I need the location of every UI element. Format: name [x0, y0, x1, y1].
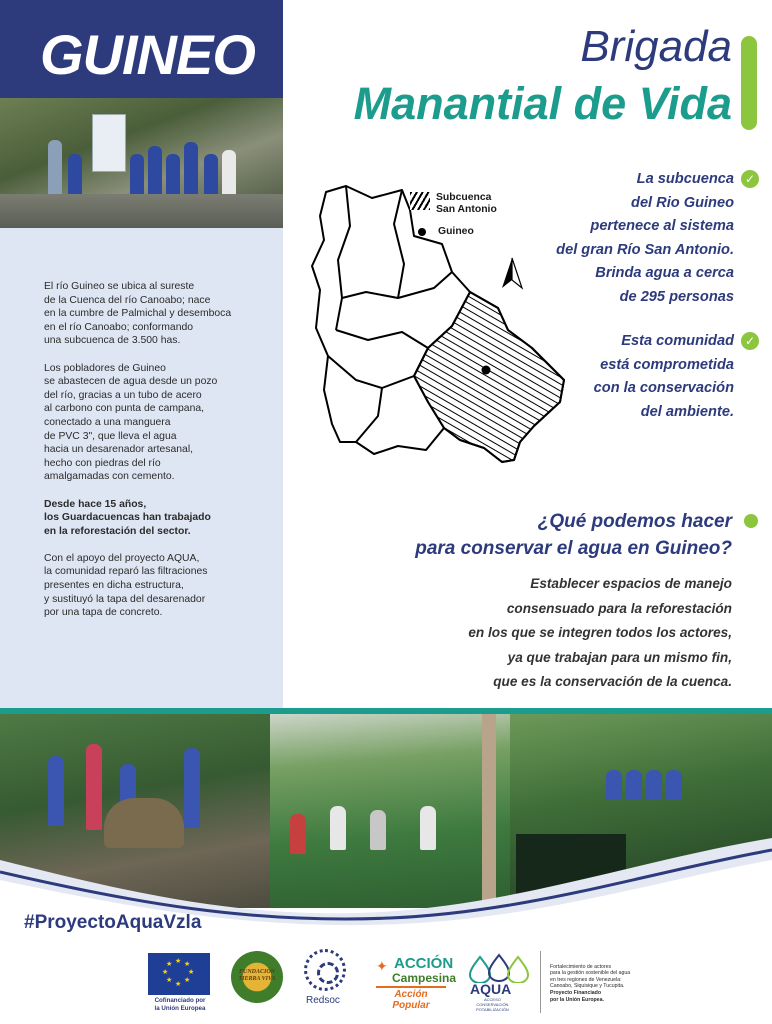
person [222, 150, 236, 200]
aqua-banner [92, 114, 126, 172]
person [48, 756, 64, 826]
person [148, 146, 162, 200]
legend-item-subbasin [410, 192, 497, 216]
accion-popular-label: Acción Popular [376, 986, 446, 1011]
map-legend [410, 192, 497, 248]
redsoc-logo-icon [304, 949, 346, 991]
person [184, 748, 200, 828]
check-icon: ✓ [741, 170, 759, 188]
eu-flag-icon: ★ ★ ★ ★ ★ ★ ★ ★ [148, 953, 210, 995]
intro-paragraph-1: El río Guineo se ubica al sureste de la Cuenca del río Canoabo; nace en la cumbre de Palmichal y desemboca en el río Canoabo; conformando una subcuenca de 3.500 has. [44, 281, 232, 347]
person [86, 744, 102, 830]
aqua-label: AQUA [470, 981, 512, 997]
person [48, 140, 62, 200]
place-title: GUINEO [40, 23, 255, 86]
sponsor-logos [0, 945, 772, 1024]
hashtag: #ProyectoAquaVzla [24, 912, 202, 933]
intro-text [44, 280, 274, 633]
person [606, 770, 622, 800]
intro-paragraph-2: Los pobladores de Guineo se abastecen de agua desde un pozo del río, gracias a un tubo de acero al carbono con punta de campana, conectado a una manguera de PVC 3", que lleva el agua hacia un desarenador artesanal, hecho con piedras del río amalgamadas con cemento. [44, 362, 218, 483]
footer-divider [540, 951, 541, 1013]
guineo-marker [482, 366, 491, 375]
place-header [0, 0, 283, 98]
redsoc-label: Redsoc [306, 995, 340, 1006]
question-heading: ¿Qué podemos hacer para conservar el agua en Guineo? [415, 511, 732, 559]
dot-icon [418, 228, 426, 236]
hatch-swatch-icon [410, 192, 430, 210]
person [626, 770, 642, 800]
person [666, 770, 682, 800]
person [184, 142, 198, 200]
intro-paragraph-3: Desde hace 15 años, los Guardacuencas han trabajado en la reforestación del sector. [44, 498, 211, 537]
fact-community: Esta comunidad está comprometida con la conservación del ambiente. [593, 333, 734, 420]
person [646, 770, 662, 800]
aqua-drops-icon [466, 953, 532, 983]
eu-caption: Cofinanciado por la Unión Europea [154, 997, 206, 1012]
title-accent-bar [741, 36, 757, 130]
aqua-subtitle: ACCESO CONSERVACIÓN POTABILIZACIÓN [476, 997, 509, 1012]
north-arrow-icon [502, 258, 522, 288]
river-rocks [0, 194, 283, 228]
green-dot-icon [744, 514, 758, 528]
legend-subbasin-label: Subcuenca San Antonio [436, 192, 497, 215]
project-desc-text: Fortalecimiento de actores para la gestión sostenible del agua en tres regiones de Venezuela: Canoabo, Siquisique y Tucupita. [550, 963, 631, 990]
tierra-viva-label: FUNDACIÓN TIERRA VIVA [238, 969, 276, 982]
tierra-viva-logo [231, 951, 283, 1003]
project-description [550, 957, 690, 1010]
accion-star-icon: ✦ [376, 959, 388, 975]
intro-paragraph-4: Con el apoyo del proyecto AQUA, la comunidad reparó las filtraciones presentes en dicha estructura, y sustituyó la tapa del desarenador por una tapa de concreto. [44, 552, 208, 619]
legend-item-guineo [410, 226, 497, 238]
check-icon: ✓ [741, 332, 759, 350]
campesina-label: Campesina [392, 971, 457, 985]
fact-subbasin: La subcuenca del Rio Guineo pertenece al sistema del gran Río San Antonio. Brinda agua a cerca de 295 personas [556, 171, 734, 305]
project-funded-text: Proyecto Financiado por la Unión Europea. [550, 989, 604, 1003]
title-brigada: Brigada [580, 22, 732, 71]
title-manantial: Manantial de Vida [353, 78, 732, 129]
brigade-group-photo [0, 98, 283, 228]
accion-label: ACCIÓN [394, 955, 454, 972]
legend-guineo-label: Guineo [438, 226, 474, 237]
question-answer: Establecer espacios de manejo consensuado para la reforestación en los que se integren todos los actores, ya que trabajan para un mismo fin, que es la conservación de la cuenca. [468, 576, 732, 689]
